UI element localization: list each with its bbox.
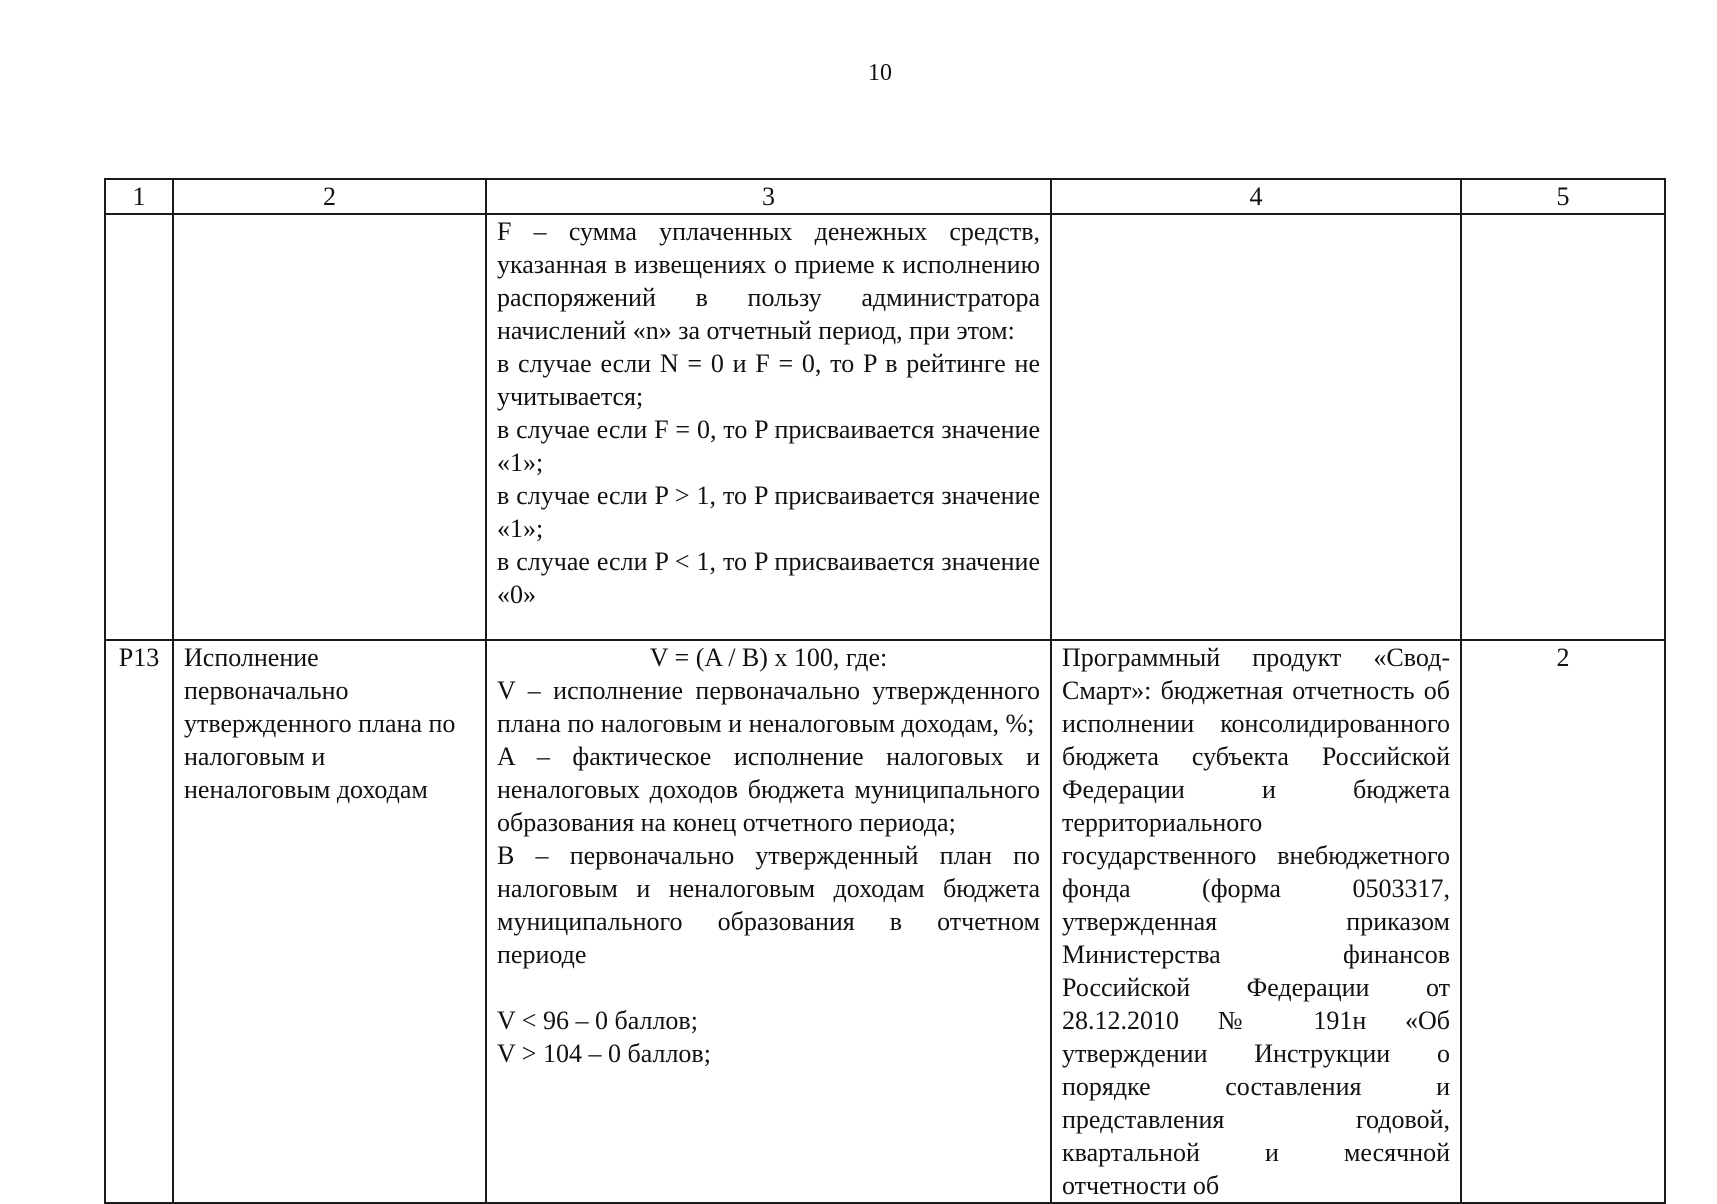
cell-name — [173, 640, 486, 1203]
cell-method — [486, 214, 1051, 640]
header-col-2: 2 — [173, 179, 486, 214]
table-row-continued — [105, 214, 1665, 640]
table-header-row — [105, 179, 1665, 214]
cell-code: P13 — [105, 640, 173, 1203]
formula: V = (A / B) x 100, где: — [649, 643, 888, 672]
method-text: V – исполнение первоначально утвержденного плана по налоговым и неналоговым доходам, %; — [497, 676, 1040, 738]
cell-source — [1051, 214, 1461, 640]
method-text: в случае если P > 1, то P присваивается значение «1»; — [497, 481, 1040, 543]
cell-name — [173, 214, 486, 640]
cell-code — [105, 214, 173, 640]
cell-weight — [1461, 214, 1665, 640]
method-text: A – фактическое исполнение налоговых и неналоговых доходов бюджета муниципального образования на конец отчетного периода; — [497, 742, 1040, 837]
score-line: V > 104 – 0 баллов; — [497, 1039, 711, 1068]
header-col-3: 3 — [486, 179, 1051, 214]
method-text: в случае если P < 1, то P присваивается значение «0» — [497, 547, 1040, 609]
method-text: B – первоначально утвержденный план по налоговым и неналоговым доходам бюджета муниципального образования в отчетном периоде — [497, 841, 1040, 969]
cell-method — [486, 640, 1051, 1203]
method-text: F – сумма уплаченных денежных средств, указанная в извещениях о приеме к исполнению распоряжений в пользу администратора начислений «n» за отчетный период, при этом: — [497, 217, 1040, 345]
method-text: в случае если F = 0, то P присваивается значение «1»; — [497, 415, 1040, 477]
source-text: Программный продукт «Свод-Смарт»: бюджетная отчетность об исполнении консолидированного бюджета субъекта Российской Федерации и бюджета территориального государственного внебюджетного фонда (форма 0503317, утвержденная приказом Министерства финансов Российской Федерации от 28.12.2010 № 191н «Об утверждении Инструкции о порядке составления и представления годовой, квартальной и месячной отчетности об — [1062, 643, 1450, 1200]
cell-weight: 2 — [1461, 640, 1665, 1203]
header-col-5: 5 — [1461, 179, 1665, 214]
indicator-table — [104, 178, 1666, 1204]
header-col-1: 1 — [105, 179, 173, 214]
page-number: 10 — [868, 60, 892, 86]
table-row-p13 — [105, 640, 1665, 1203]
header-col-4: 4 — [1051, 179, 1461, 214]
method-text: в случае если N = 0 и F = 0, то P в рейтинге не учитывается; — [497, 349, 1040, 411]
score-line: V < 96 – 0 баллов; — [497, 1006, 698, 1035]
cell-source — [1051, 640, 1461, 1203]
indicator-name: Исполнение первоначально утвержденного плана по налоговым и неналоговым доходам — [184, 643, 456, 804]
